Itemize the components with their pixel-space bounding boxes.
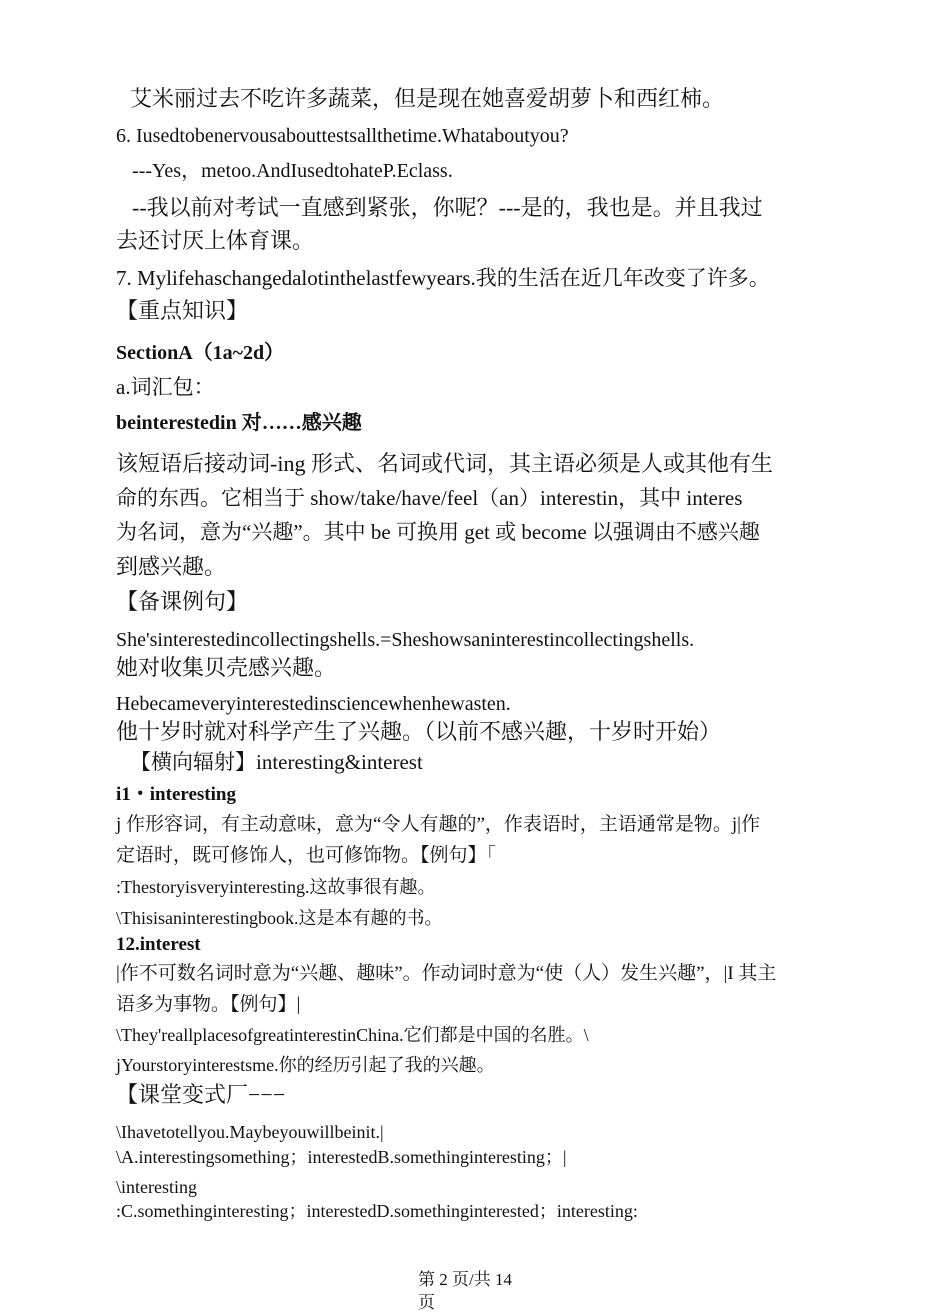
text-line: She'sinterestedincollectingshells.=Sheshowsaninterestincollectingshells. bbox=[116, 629, 695, 651]
text-line: 她对收集贝壳感兴趣。 bbox=[116, 655, 337, 680]
text-line: a.词汇包： bbox=[116, 375, 215, 399]
vocab-heading: beinterestedin 对……感兴趣 bbox=[116, 412, 362, 434]
text-line: j 作形容词，有主动意味，意为“令人有趣的”，作表语时，主语通常是物。j|作 bbox=[116, 814, 760, 835]
text-line: 艾米丽过去不吃许多蔬菜，但是现在她喜爱胡萝卜和西红柿。 bbox=[130, 86, 725, 111]
page-footer: 第 2 页/共 14 bbox=[418, 1270, 512, 1289]
text-line: 为名词，意为“兴趣”。其中 be 可换用 get 或 become 以强调由不感兴趣 bbox=[116, 520, 760, 544]
section-heading: 【课堂变式厂−−− bbox=[116, 1082, 286, 1107]
text-line: \Ihavetotellyou.Maybeyouwillbeinit.| bbox=[116, 1122, 384, 1142]
text-line: 6. Iusedtobenervousabouttestsallthetime.Whataboutyou? bbox=[116, 125, 569, 147]
section-heading: 【备课例句】 bbox=[116, 589, 249, 614]
text-line: \interesting bbox=[116, 1177, 197, 1197]
text-line: ---Yes，metoo.AndIusedtohateP.Eclass. bbox=[132, 160, 453, 182]
section-title: SectionA（1a~2d） bbox=[116, 342, 285, 364]
page-footer-continued: 页 bbox=[418, 1293, 435, 1312]
subheading: i1・interesting bbox=[116, 784, 236, 805]
section-heading: 【横向辐射】interesting&interest bbox=[130, 750, 423, 774]
text-line: |作不可数名词时意为“兴趣、趣味”。作动词时意为“使（人）发生兴趣”，|I 其主 bbox=[116, 963, 777, 984]
text-line: \A.interestingsomething；interestedB.somethinginteresting；| bbox=[116, 1147, 567, 1167]
text-line: 他十岁时就对科学产生了兴趣。（以前不感兴趣，十岁时开始） bbox=[116, 719, 722, 744]
text-line: jYourstoryinterestsme.你的经历引起了我的兴趣。 bbox=[116, 1055, 495, 1075]
subheading: 12.interest bbox=[116, 934, 201, 955]
text-line: --我以前对考试一直感到紧张，你呢？---是的，我也是。并且我过 bbox=[132, 195, 763, 220]
text-line: 该短语后接动词-ing 形式、名词或代词，其主语必须是人或其他有生 bbox=[116, 451, 773, 476]
text-line: \Thisisaninterestingbook.这是本有趣的书。 bbox=[116, 908, 443, 928]
text-line: 命的东西。它相当于 show/take/have/feel（an）interestin，其中 interes bbox=[116, 486, 743, 510]
text-line: 语多为事物。【例句】| bbox=[116, 994, 301, 1015]
section-heading: 【重点知识】 bbox=[116, 298, 249, 323]
text-line: 到感兴趣。 bbox=[116, 554, 227, 579]
text-line: 定语时，既可修饰人，也可修饰物。【例句】「 bbox=[116, 845, 497, 866]
text-line: 去还讨厌上体育课。 bbox=[116, 228, 315, 253]
text-line: :C.somethinginteresting；interestedD.somethinginterested；interesting: bbox=[116, 1201, 638, 1221]
text-line: 7. Mylifehaschangedalotinthelastfewyears.我的生活在近几年改变了许多。 bbox=[116, 266, 770, 290]
text-line: Hebecameveryinterestedinsciencewhenhewasten. bbox=[116, 693, 511, 715]
text-line: :Thestoryisveryinteresting.这故事很有趣。 bbox=[116, 877, 436, 897]
text-line: \They'reallplacesofgreatinterestinChina.它们都是中国的名胜。\ bbox=[116, 1025, 589, 1045]
